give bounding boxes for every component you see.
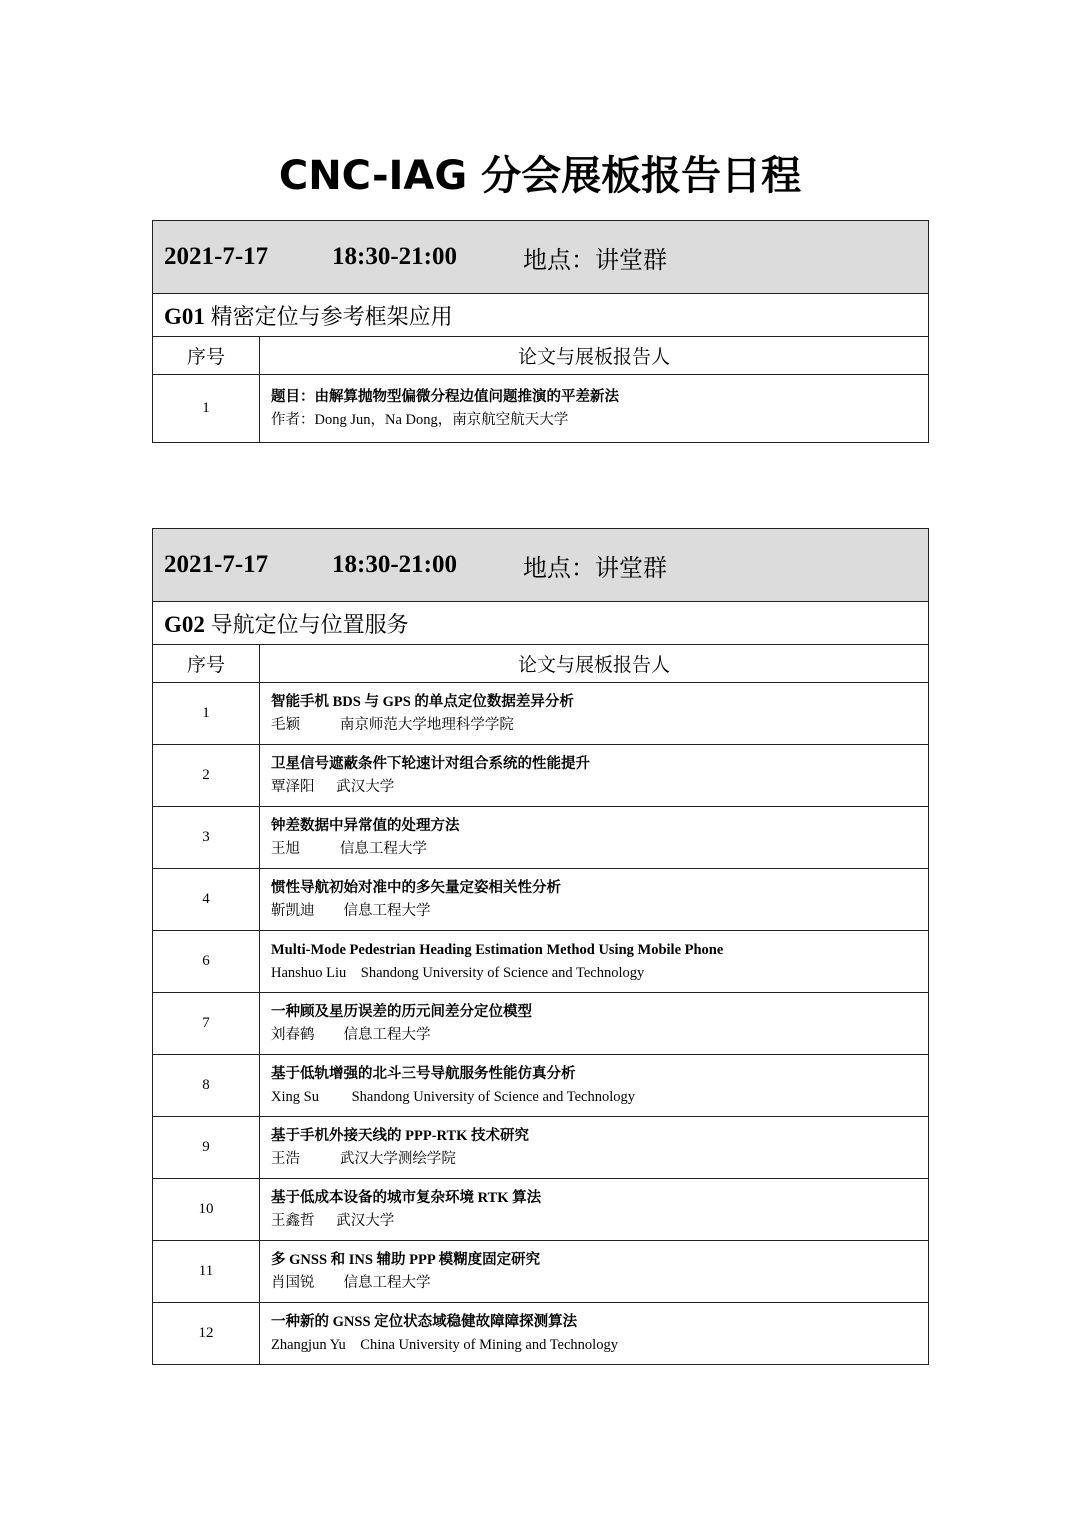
paper-author: 作者：Dong Jun，Na Dong，南京航空航天大学 (271, 411, 569, 428)
table-row (153, 1117, 929, 1179)
paper-title: 题目：由解算抛物型偏微分程边值问题推演的平差新法 (271, 388, 619, 405)
table-row (153, 993, 929, 1055)
row-number: 8 (153, 1055, 260, 1117)
row-number: 10 (153, 1179, 260, 1241)
session-date: 2021-7-17 (164, 243, 269, 270)
session-location: 地点：讲堂群 (523, 553, 667, 582)
row-number: 9 (153, 1117, 260, 1179)
paper-title: 基于低轨增强的北斗三号导航服务性能仿真分析 (271, 1065, 576, 1082)
column-header-no: 序号 (153, 645, 260, 683)
paper-author: 王旭 信息工程大学 (271, 840, 427, 857)
session-header (153, 529, 929, 602)
row-number: 4 (153, 869, 260, 931)
schedule-table-g01 (152, 220, 929, 443)
paper-author: Hanshuo Liu Shandong University of Science and Technology (271, 964, 645, 981)
paper-author: 王浩 武汉大学测绘学院 (271, 1150, 456, 1167)
session-time: 18:30-21:00 (332, 551, 457, 578)
paper-title: 钟差数据中异常值的处理方法 (271, 817, 460, 834)
table-row (153, 375, 929, 443)
row-number: 7 (153, 993, 260, 1055)
row-number: 3 (153, 807, 260, 869)
paper-author: 毛颖 南京师范大学地理科学学院 (271, 716, 514, 733)
paper-author: 覃泽阳 武汉大学 (271, 778, 395, 795)
paper-title: 一种顾及星历误差的历元间差分定位模型 (271, 1003, 532, 1020)
row-number: 2 (153, 745, 260, 807)
table-row (153, 1055, 929, 1117)
session-location: 地点：讲堂群 (523, 245, 667, 274)
paper-title: 基于低成本设备的城市复杂环境 RTK 算法 (271, 1189, 542, 1206)
session-title-row (153, 602, 929, 645)
paper-title: 卫星信号遮蔽条件下轮速计对组合系统的性能提升 (271, 755, 590, 772)
row-number: 11 (153, 1241, 260, 1303)
session-name: 导航定位与位置服务 (210, 612, 409, 638)
session-code: G01 (164, 303, 205, 329)
table-row (153, 745, 929, 807)
paper-author: 肖国锐 信息工程大学 (271, 1274, 431, 1291)
row-number: 1 (153, 683, 260, 745)
row-number: 12 (153, 1303, 260, 1365)
session-date: 2021-7-17 (164, 551, 269, 578)
paper-title: 一种新的 GNSS 定位状态域稳健故障障探测算法 (271, 1313, 578, 1330)
table-row (153, 931, 929, 993)
paper-title: 多 GNSS 和 INS 辅助 PPP 模糊度固定研究 (271, 1251, 541, 1268)
table-row (153, 1241, 929, 1303)
session-header (153, 221, 929, 294)
session-time: 18:30-21:00 (332, 243, 457, 270)
session-title-row (153, 294, 929, 337)
paper-author: Xing Su Shandong University of Science and Technology (271, 1088, 635, 1105)
row-number: 6 (153, 931, 260, 993)
paper-title: 惯性导航初始对准中的多矢量定姿相关性分析 (271, 879, 561, 896)
paper-title: 智能手机 BDS 与 GPS 的单点定位数据差异分析 (271, 693, 574, 710)
page-title: CNC-IAG 分会展板报告日程 (278, 153, 802, 199)
row-number: 1 (153, 375, 260, 443)
paper-author: Zhangjun Yu China University of Mining and Technology (271, 1336, 618, 1353)
table-row (153, 1303, 929, 1365)
column-header-row (153, 645, 929, 683)
session-name: 精密定位与参考框架应用 (210, 304, 453, 330)
table-row (153, 1179, 929, 1241)
column-header-paper: 论文与展板报告人 (260, 645, 929, 683)
schedule-table-g02 (152, 528, 929, 1365)
paper-author: 刘春鹤 信息工程大学 (271, 1026, 431, 1043)
paper-title: Multi-Mode Pedestrian Heading Estimation Method Using Mobile Phone (271, 941, 724, 958)
table-row (153, 683, 929, 745)
session-code: G02 (164, 611, 205, 637)
paper-author: 王鑫哲 武汉大学 (271, 1212, 395, 1229)
column-header-no: 序号 (153, 337, 260, 375)
paper-title: 基于手机外接天线的 PPP-RTK 技术研究 (271, 1127, 530, 1144)
paper-author: 靳凯迪 信息工程大学 (271, 902, 431, 919)
table-row (153, 807, 929, 869)
table-row (153, 869, 929, 931)
column-header-paper: 论文与展板报告人 (260, 337, 929, 375)
column-header-row (153, 337, 929, 375)
